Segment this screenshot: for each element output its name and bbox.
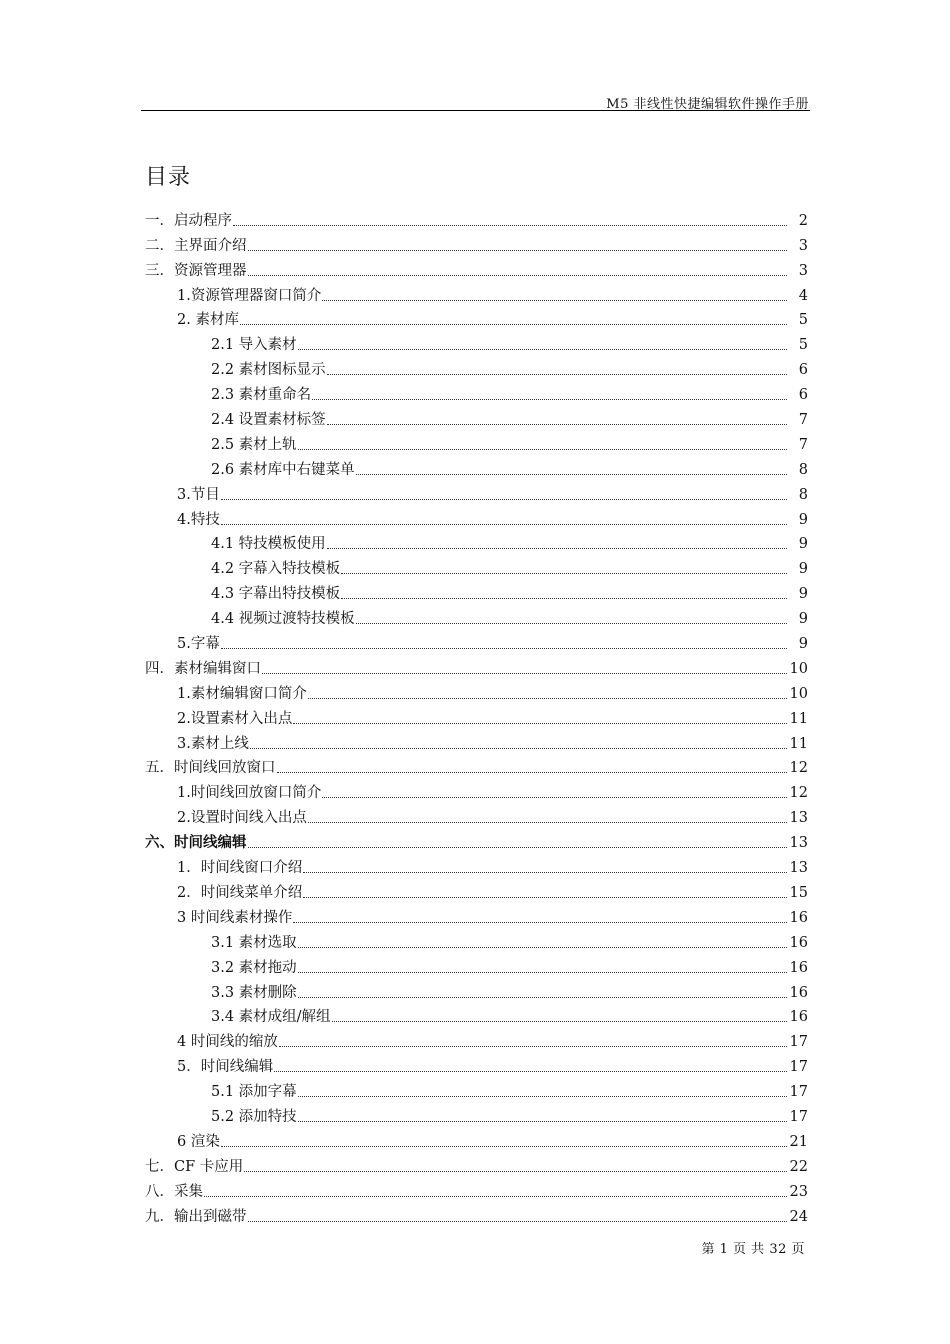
toc-entry-label: 4.4 视频过渡特技模板 [211,611,355,628]
dot-leader [308,698,787,699]
dot-leader [293,922,786,923]
toc-entry[interactable] [145,1051,808,1076]
toc-entry[interactable] [145,205,808,230]
toc-entry[interactable] [145,379,808,404]
toc-entry[interactable] [145,429,808,454]
dot-leader [277,772,787,773]
toc-entry-page-number: 9 [798,586,808,603]
toc-entry[interactable] [145,1176,808,1201]
dot-leader [356,474,787,475]
dot-leader [204,1196,787,1197]
toc-entry-label: 3 时间线素材操作 [177,909,293,926]
toc-entry-label: 2.3 素材重命名 [211,387,312,404]
dot-leader [221,1146,787,1147]
toc-entry-page-number: 23 [789,1183,808,1200]
dot-leader [327,424,787,425]
dot-leader [221,499,787,500]
dot-leader [298,349,787,350]
toc-entry-label: 1．时间线窗口介绍 [177,860,303,877]
toc-entry-page-number: 7 [798,436,808,453]
dot-leader [244,1171,786,1172]
toc-entry[interactable] [145,603,808,628]
toc-entry[interactable] [145,230,808,255]
toc-entry-label: 1.素材编辑窗口简介 [177,685,307,702]
running-header: M5 非线性快捷编辑软件操作手册 [606,97,809,112]
toc-entry[interactable] [145,977,808,1002]
toc-entry[interactable] [145,354,808,379]
dot-leader [322,300,787,301]
dot-leader [274,1071,786,1072]
dot-leader [303,897,786,898]
toc-entry[interactable] [145,1076,808,1101]
toc-entry-page-number: 22 [789,1158,808,1175]
toc-entry-label: 4.1 特技模板使用 [211,536,326,553]
toc-entry-label: 4 时间线的缩放 [177,1034,278,1051]
toc-entry[interactable] [145,404,808,429]
dot-leader [341,573,787,574]
toc-entry-page-number: 17 [789,1108,808,1125]
toc-entry-page-number: 16 [789,959,808,976]
toc-entry-label: 六、时间线编辑 [145,834,247,852]
toc-entry-page-number: 13 [789,860,808,877]
toc-entry[interactable] [145,728,808,753]
toc-entry-page-number: 3 [798,237,808,254]
toc-entry[interactable] [145,529,808,554]
toc-entry-page-number: 2 [798,212,808,229]
toc-entry-label: 2.设置时间线入出点 [177,810,307,827]
toc-entry[interactable] [145,578,808,603]
toc-entry-page-number: 13 [789,810,808,827]
toc-entry[interactable] [145,877,808,902]
toc-entry-label: 6 渲染 [177,1133,220,1150]
toc-entry-label: 2.4 设置素材标签 [211,412,326,429]
dot-leader [298,1096,787,1097]
page-footer: 第 1 页 共 32 页 [701,1242,805,1257]
toc-entry[interactable] [145,753,808,778]
toc-entry-page-number: 16 [789,909,808,926]
toc-entry-label: 4.特技 [177,511,220,528]
dot-leader [298,947,787,948]
toc-entry-label: 1.时间线回放窗口简介 [177,785,322,802]
toc-entry[interactable] [145,678,808,703]
toc-entry-label: 5.2 添加特技 [211,1108,297,1125]
toc-entry[interactable] [145,1126,808,1151]
dot-leader [298,972,787,973]
toc-entry-page-number: 3 [798,262,808,279]
toc-entry-label: 2.5 素材上轨 [211,436,297,453]
dot-leader [248,847,787,848]
toc-entry-page-number: 24 [789,1208,808,1225]
toc-entry-page-number: 5 [798,337,808,354]
dot-leader [233,225,787,226]
toc-entry[interactable] [145,280,808,305]
dot-leader [221,524,787,525]
toc-entry-page-number: 9 [798,536,808,553]
toc-entry-label: 4.3 字幕出特技模板 [211,586,341,603]
dot-leader [248,1221,787,1222]
toc-entry-label: 5.字幕 [177,636,220,653]
toc-entry-page-number: 11 [789,710,808,727]
toc-entry[interactable] [145,305,808,330]
dot-leader [250,748,787,749]
toc-entry-page-number: 21 [789,1133,808,1150]
toc-entry-label: 2.设置素材入出点 [177,710,293,727]
table-of-contents [145,205,808,1226]
toc-entry[interactable] [145,553,808,578]
dot-leader [341,598,787,599]
toc-entry-label: 四．素材编辑窗口 [145,660,261,677]
toc-entry-label: 一．启动程序 [145,212,232,229]
dot-leader [298,997,787,998]
toc-entry-label: 2.6 素材库中右键菜单 [211,461,355,478]
header-divider [141,110,810,111]
toc-entry[interactable] [145,852,808,877]
toc-entry-page-number: 9 [798,636,808,653]
toc-entry[interactable] [145,255,808,280]
toc-entry-page-number: 16 [789,1009,808,1026]
toc-entry-page-number: 13 [789,835,808,852]
toc-entry-page-number: 9 [798,561,808,578]
toc-entry[interactable] [145,952,808,977]
toc-entry-page-number: 12 [789,760,808,777]
dot-leader [240,324,787,325]
toc-entry-label: 2. 素材库 [177,312,239,329]
toc-entry[interactable] [145,1151,808,1176]
toc-entry[interactable] [145,1201,808,1226]
toc-entry-page-number: 17 [789,1034,808,1051]
toc-entry-label: 3.素材上线 [177,735,249,752]
toc-entry-page-number: 4 [798,287,808,304]
toc-entry-label: 1.资源管理器窗口简介 [177,287,322,304]
toc-entry-label: 八．采集 [145,1183,203,1200]
toc-entry-page-number: 12 [789,785,808,802]
dot-leader [308,822,787,823]
dot-leader [322,797,786,798]
toc-entry[interactable] [145,927,808,952]
dot-leader [356,623,787,624]
dot-leader [312,399,787,400]
dot-leader [332,1021,787,1022]
toc-entry-page-number: 9 [798,511,808,528]
toc-entry[interactable] [145,628,808,653]
dot-leader [327,548,787,549]
toc-entry-page-number: 6 [798,362,808,379]
toc-entry[interactable] [145,504,808,529]
toc-entry[interactable] [145,802,808,827]
toc-entry[interactable] [145,454,808,479]
toc-entry-label: 5．时间线编辑 [177,1059,274,1076]
dot-leader [303,872,786,873]
toc-entry-label: 五．时间线回放窗口 [145,760,276,777]
toc-entry[interactable] [145,902,808,927]
toc-entry-page-number: 15 [789,884,808,901]
toc-entry-label: 2.1 导入素材 [211,337,297,354]
dot-leader [298,1121,787,1122]
toc-entry-label: 九．输出到磁带 [145,1208,247,1225]
toc-entry[interactable] [145,479,808,504]
toc-entry[interactable] [145,653,808,678]
toc-entry-label: 3.节目 [177,486,220,503]
toc-entry-page-number: 9 [798,611,808,628]
toc-entry-page-number: 16 [789,934,808,951]
toc-entry[interactable] [145,777,808,802]
dot-leader [248,275,788,276]
toc-entry-label: 3.3 素材删除 [211,984,297,1001]
toc-entry[interactable] [145,329,808,354]
toc-entry-label: 二．主界面介绍 [145,237,247,254]
toc-entry-page-number: 17 [789,1084,808,1101]
toc-entry-label: 5.1 添加字幕 [211,1084,297,1101]
toc-entry-label: 七．CF 卡应用 [145,1158,244,1175]
toc-entry-page-number: 16 [789,984,808,1001]
toc-entry-page-number: 5 [798,312,808,329]
toc-entry-page-number: 11 [789,735,808,752]
toc-entry-page-number: 17 [789,1059,808,1076]
dot-leader [248,250,788,251]
dot-leader [262,673,787,674]
dot-leader [327,374,787,375]
toc-entry[interactable] [145,703,808,728]
toc-entry-label: 3.1 素材选取 [211,934,297,951]
toc-heading: 目录 [145,165,192,190]
toc-entry-label: 三．资源管理器 [145,262,247,279]
toc-entry-page-number: 10 [789,685,808,702]
toc-entry[interactable] [145,827,808,852]
toc-entry-label: 2.2 素材图标显示 [211,362,326,379]
dot-leader [279,1046,787,1047]
dot-leader [293,723,786,724]
toc-entry-label: 4.2 字幕入特技模板 [211,561,341,578]
toc-entry-label: 3.4 素材成组/解组 [211,1009,331,1026]
toc-entry-page-number: 10 [789,660,808,677]
toc-entry[interactable] [145,1026,808,1051]
dot-leader [298,449,787,450]
dot-leader [221,648,787,649]
toc-entry-page-number: 6 [798,387,808,404]
toc-entry-page-number: 8 [798,461,808,478]
toc-entry[interactable] [145,1002,808,1027]
toc-entry-page-number: 7 [798,412,808,429]
toc-entry-page-number: 8 [798,486,808,503]
toc-entry-label: 3.2 素材拖动 [211,959,297,976]
toc-entry[interactable] [145,1101,808,1126]
toc-entry-label: 2．时间线菜单介绍 [177,884,303,901]
